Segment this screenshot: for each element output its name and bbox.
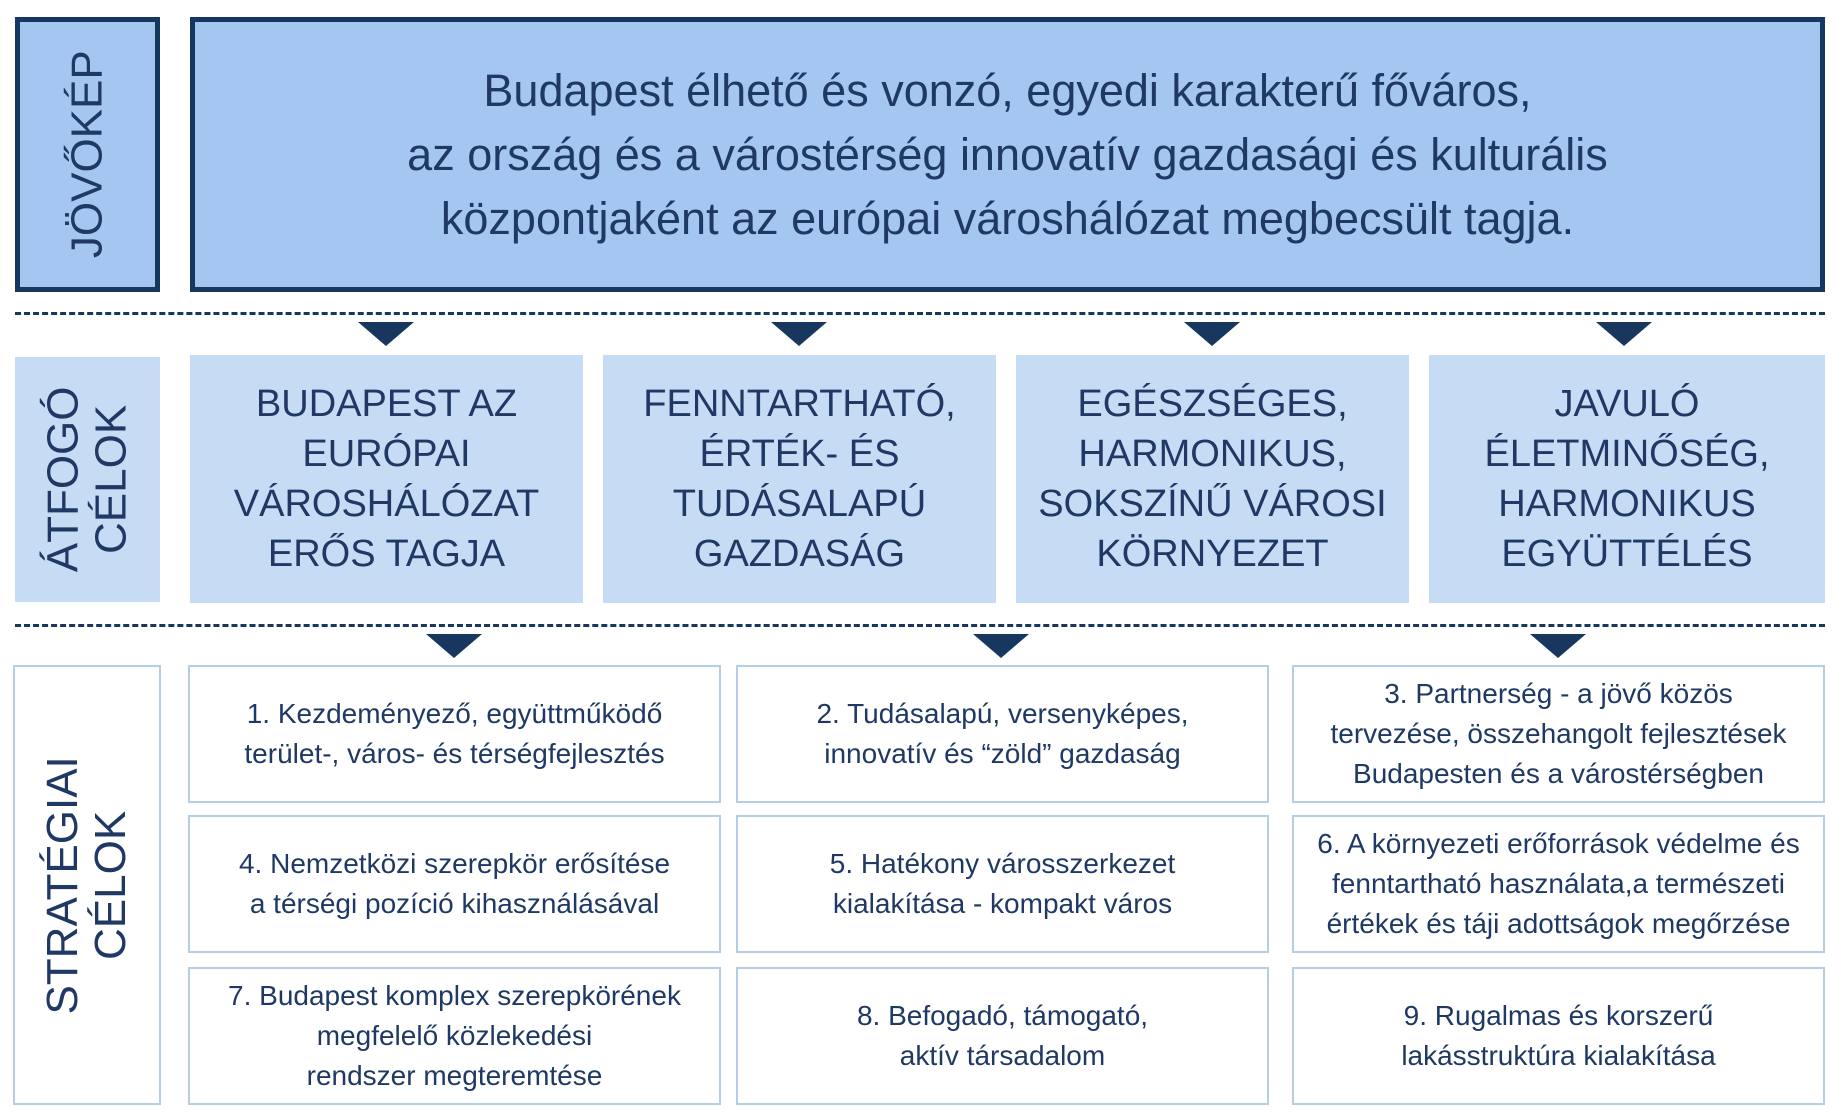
strategic-row-label [13, 665, 161, 1105]
strategic-goal-box [188, 967, 721, 1105]
crosscutting-goal-box [1016, 355, 1409, 603]
strategic-goal-text: 5. Hatékony városszerkezet kialakítása - kompakt város [829, 848, 1176, 919]
strategic-goal-box [736, 967, 1269, 1105]
divider-dashed-1 [15, 312, 1825, 315]
arrow-down-icon [1530, 634, 1586, 658]
vision-statement-text: Budapest élhető és vonzó, egyedi karakterű főváros, az ország és a várostérség innovatív gazdasági és kulturális központjaként az európai városhálózat megbecsült tagja. [407, 64, 1608, 244]
strategic-goal-text: 4. Nemzetközi szerepkör erősítése a térségi pozíció kihasználásával [238, 848, 671, 919]
strategic-goal-box [1292, 815, 1825, 953]
strategic-goal-text: 1. Kezdeményező, együttműködő terület-, város- és térségfejlesztés [244, 698, 665, 769]
strategic-goal-text: 2. Tudásalapú, versenyképes, innovatív és “zöld” gazdaság [816, 698, 1189, 769]
arrow-down-icon [426, 634, 482, 658]
strategic-goal-text: 8. Befogadó, támogató, aktív társadalom [856, 1000, 1149, 1071]
strategic-goal-text: 6. A környezeti erőforrások védelme és fenntartható használata,a természeti értékek és táji adottságok megőrzése [1317, 828, 1800, 939]
strategic-goal-text: 7. Budapest komplex szerepkörének megfelelő közlekedési rendszer megteremtése [228, 980, 681, 1091]
vision-row-label [15, 17, 160, 292]
crosscutting-goal-text: EGÉSZSÉGES, HARMONIKUS, SOKSZÍNŰ VÁROSI KÖRNYEZET [1038, 383, 1387, 575]
crosscutting-goal-box [603, 355, 996, 603]
crosscutting-goal-text: JAVULÓ ÉLETMINŐSÉG, HARMONIKUS EGYÜTTÉLÉS [1484, 383, 1770, 575]
strategic-goal-box [736, 665, 1269, 803]
arrow-down-icon [1184, 322, 1240, 346]
divider-dashed-2 [15, 624, 1825, 627]
arrow-down-icon [973, 634, 1029, 658]
crosscutting-goal-box [1429, 355, 1825, 603]
crosscutting-row-label [15, 357, 160, 602]
arrow-down-icon [771, 322, 827, 346]
strategic-goal-box [188, 815, 721, 953]
crosscutting-goal-text: BUDAPEST AZ EURÓPAI VÁROSHÁLÓZAT ERŐS TAGJA [233, 383, 540, 575]
strategic-goal-box [1292, 665, 1825, 803]
crosscutting-goal-box [190, 355, 583, 603]
arrow-down-icon [358, 322, 414, 346]
vision-statement-box [190, 17, 1825, 292]
crosscutting-goal-text: FENNTARTHATÓ, ÉRTÉK- ÉS TUDÁSALAPÚ GAZDASÁG [643, 383, 956, 575]
strategic-row-label-text: STRATÉGIAI CÉLOK [37, 755, 136, 1015]
vision-row-label-text: JÖVŐKÉP [62, 50, 112, 259]
strategic-goal-box [1292, 967, 1825, 1105]
arrow-down-icon [1596, 322, 1652, 346]
crosscutting-row-label-text: ÁTFOGÓ CÉLOK [38, 386, 136, 573]
strategic-goal-box [188, 665, 721, 803]
strategic-goal-box [736, 815, 1269, 953]
strategic-goal-text: 3. Partnerség - a jövő közös tervezése, összehangolt fejlesztések Budapesten és a várostérségben [1330, 678, 1787, 789]
strategic-goal-text: 9. Rugalmas és korszerű lakásstruktúra kialakítása [1401, 1000, 1716, 1071]
